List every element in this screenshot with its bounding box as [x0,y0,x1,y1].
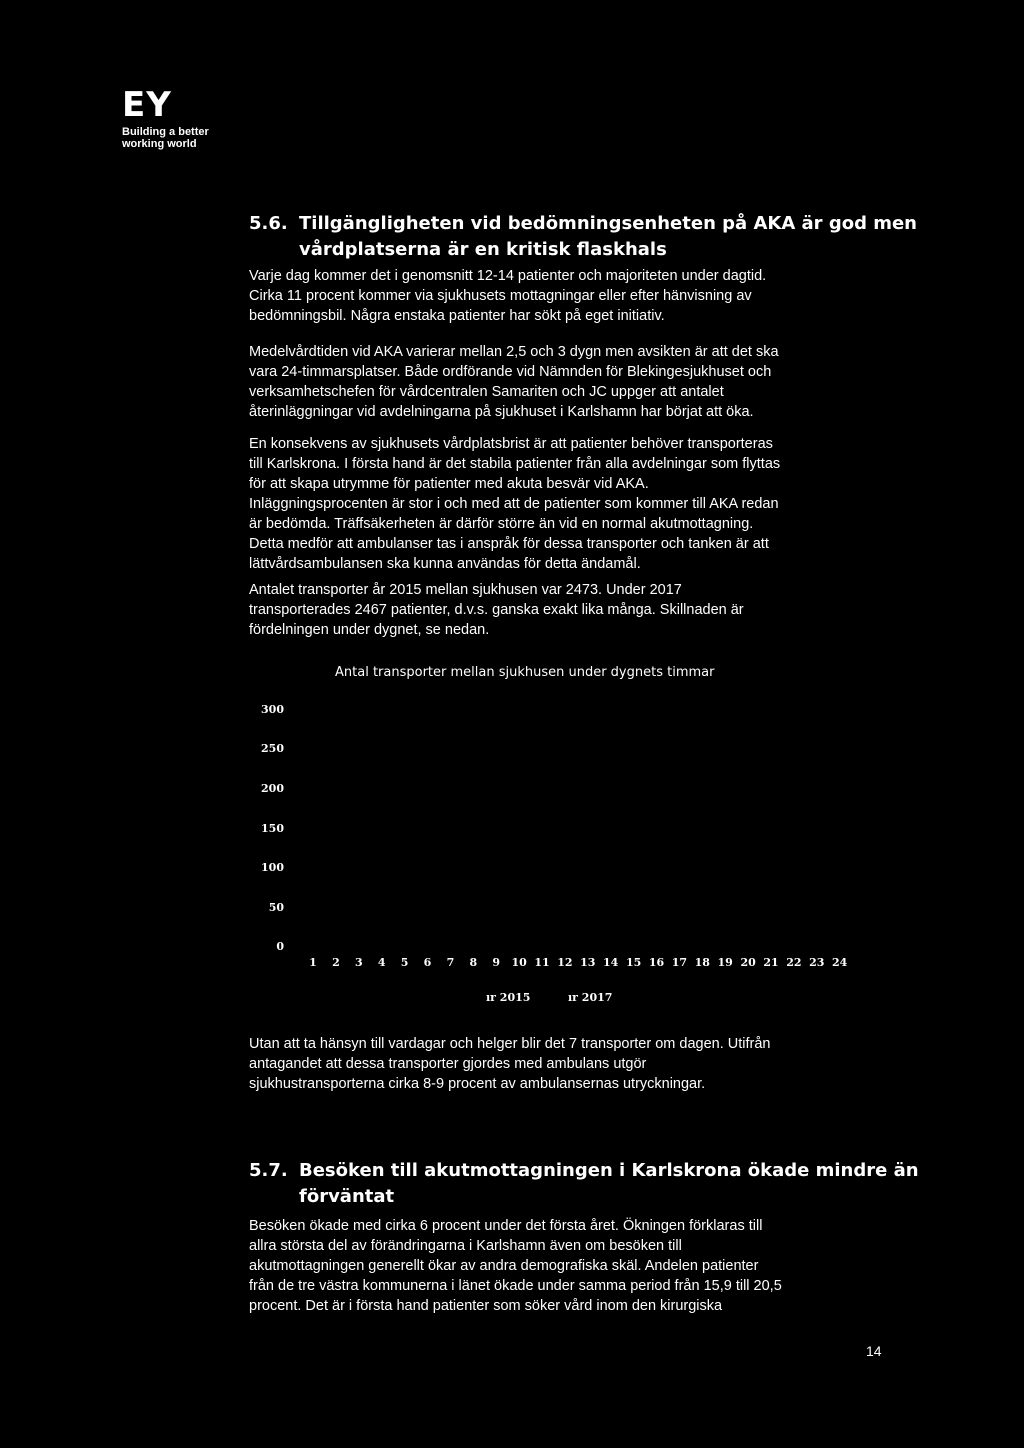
y-tick-100: 100 [261,861,284,874]
x-tick-label: 23 [809,956,825,969]
section-number: 5.6. [249,213,288,234]
x-tick-label: 4 [377,956,386,969]
x-tick-label: 3 [354,956,363,969]
x-tick-label: 22 [786,956,802,969]
paragraph-3: En konsekvens av sjukhusets vårdplatsbrist är att patienter behöver transporteras till Karlskrona. I första hand är det stabila patienter från alla avdelningar som flyttas för att skapa utrymme för patienter med akuta besvär vid AKA. Inläggningsprocenten är stor i och med att de patienter som kommer till AKA redan är bedömda. Träffsäkerheten är därför större än vid en normal akutmottagning. Detta medför att ambulanser tas i anspråk för dessa transporter och tanken är att lättvårdsambulansen ska kunna användas för detta ändamål. [249,436,781,572]
x-tick-label: 9 [492,956,501,969]
x-tick-label: 20 [740,956,756,969]
paragraph-6: Besöken ökade med cirka 6 procent under det första året. Ökningen förklaras till allra största del av förändringarna i Karlshamn även om besöken till akutmottagningen generellt ökar av andra demografiska skäl. Andelen patienter från de tre västra kommunerna i länet ökade under samma period från 15,9 till 20,5 procent. Det är i första hand patienter som söker vård inom den kirurgiska [249,1218,782,1314]
section-title: Tillgängligheten vid bedömningsenheten på AKA är god men vårdplatserna är en kritisk flaskhals [299,213,917,260]
x-tick-label: 11 [534,956,550,969]
x-tick-label: 8 [469,956,478,969]
x-tick-label: 2 [332,956,340,969]
chart-title: Antal transporter mellan sjukhusen under dygnets timmar [335,665,715,680]
section-number: 5.7. [249,1160,288,1181]
section-title: Besöken till akutmottagningen i Karlskrona ökade mindre än förväntat [299,1160,919,1207]
x-tick-label: 6 [423,956,432,969]
y-tick-200: 200 [261,782,284,795]
x-tick-label: 15 [625,956,642,969]
x-tick-label: 14 [603,956,619,969]
logo-mark: EY [122,85,172,125]
x-tick-label: 12 [557,956,573,969]
x-tick-label: 10 [511,956,527,969]
y-tick-250: 250 [261,742,284,755]
y-tick-150: 150 [261,822,284,835]
x-tick-label: 17 [671,956,688,969]
y-tick-50: 50 [268,901,284,914]
x-tick-label: 7 [446,956,455,969]
paragraph-1: Varje dag kommer det i genomsnitt 12-14 patienter och majoriteten under dagtid. Cirka 11 procent kommer via sjukhusets mottagningar eller efter hänvisning av bedömningsbil. Några enstaka patienter har sökt på eget initiativ. [249,268,767,324]
legend-item-2015: ır 2015 [486,991,531,1004]
x-tick-label: 19 [717,956,733,969]
logo-tagline [122,126,242,150]
ey-logo [122,85,242,150]
paragraph-2: Medelvårdtiden vid AKA varierar mellan 2,5 och 3 dygn men avsikten är att det ska vara 24-timmarsplatser. Både ordförande vid Nämnden för Blekingesjukhuset och verksamhetschefen för vårdcentralen Samariten och JC uppger att antalet återinläggningar vid avdelningarna på sjukhuset i Karlshamn har börjat att öka. [249,344,779,420]
x-tick-label: 1 [309,956,317,969]
x-tick-label: 16 [648,956,665,969]
x-tick-label: 18 [694,956,710,969]
x-tick-label: 13 [580,956,596,969]
x-tick-label: 24 [832,956,848,969]
tagline-line-2: working world [122,138,197,150]
paragraph-5: Utan att ta hänsyn till vardagar och helger blir det 7 transporter om dagen. Utifrån antagandet att dessa transporter gjordes med ambulans utgör sjukhustransporterna cirka 8-9 procent av ambulansernas utryckningar. [249,1036,771,1092]
y-tick-300: 300 [261,703,284,716]
tagline-line-1: Building a better [122,126,209,138]
x-tick-label: 5 [400,956,409,969]
page-number: 14 [866,1343,882,1359]
legend-item-2017: ır 2017 [568,991,613,1004]
y-tick-0: 0 [276,940,284,953]
paragraph-4: Antalet transporter år 2015 mellan sjukhusen var 2473. Under 2017 transporterades 2467 patienter, d.v.s. ganska exakt lika många. Skillnaden är fördelningen under dygnet, se nedan. [249,582,744,638]
x-tick-label: 21 [763,956,779,969]
